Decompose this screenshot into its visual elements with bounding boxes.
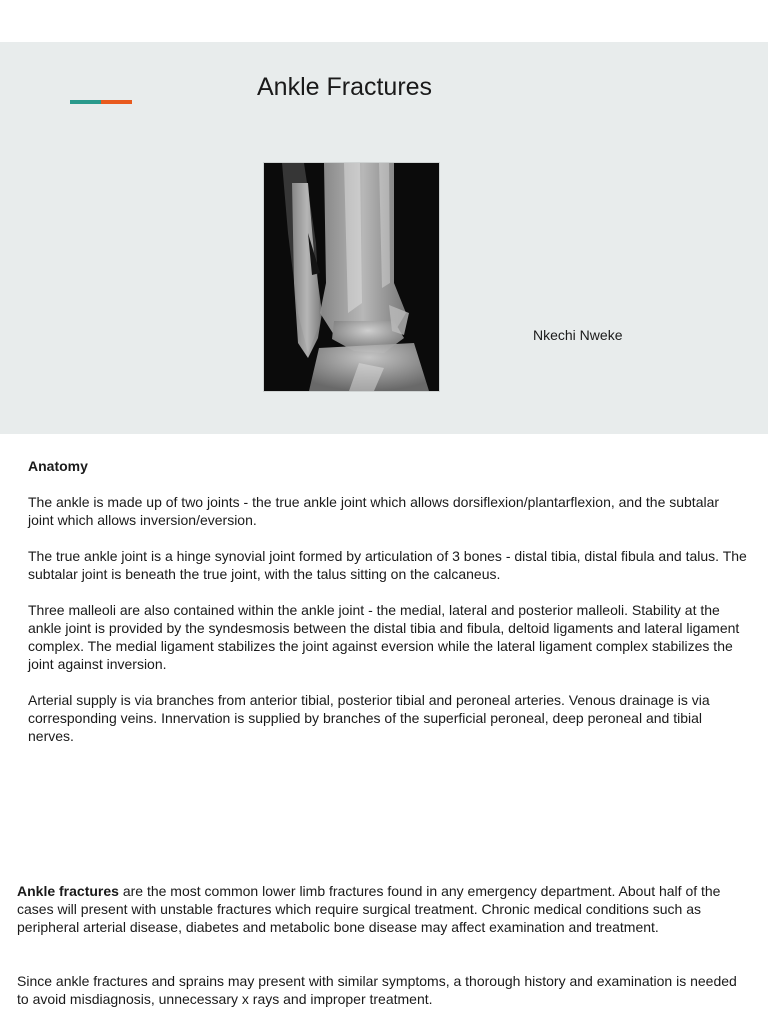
accent-bar-orange: [101, 100, 132, 104]
fractures-lead-text: are the most common lower limb fractures found in any emergency department. About half of the cases will present with unstable fractures which require surgical treatment. Chronic medical conditions such as peripheral arterial disease, diabetes and metabolic bone disease may affect examination and treatment.: [17, 883, 721, 935]
author-name: Nkechi Nweke: [533, 327, 623, 343]
fractures-paragraph-2: Since ankle fractures and sprains may present with similar symptoms, a thorough history and examination is needed to avoid misdiagnosis, unnecessary x rays and improper treatment.: [17, 973, 737, 1007]
anatomy-heading: Anatomy: [28, 458, 88, 474]
anatomy-paragraph-1: The ankle is made up of two joints - the true ankle joint which allows dorsiflexion/plantarflexion, and the subtalar joint which allows inversion/eversion.: [28, 494, 720, 528]
fractures-lead-bold: Ankle fractures: [17, 883, 119, 899]
page-title: Ankle Fractures: [257, 73, 433, 101]
anatomy-paragraph-4: Arterial supply is via branches from anterior tibial, posterior tibial and peroneal arteries. Venous drainage is via corresponding veins. Innervation is supplied by branches of the superficial peroneal, deep peroneal and tibial nerves.: [28, 692, 710, 744]
anatomy-paragraph-3: Three malleoli are also contained within the ankle joint - the medial, lateral and posterior malleoli. Stability at the ankle joint is provided by the syndesmosis between the distal tibia and fibula, deltoid ligaments and lateral ligament complex. The medial ligament stabilizes the joint against eversion while the lateral ligament complex stabilizes the joint against inversion.: [28, 602, 740, 672]
accent-bar-teal: [70, 100, 101, 104]
anatomy-paragraph-2: The true ankle joint is a hinge synovial joint formed by articulation of 3 bones - distal tibia, distal fibula and talus. The subtalar joint is beneath the true joint, with the talus sitting on the calcaneus.: [28, 548, 747, 582]
fractures-paragraph-1: [17, 882, 742, 936]
ankle-xray-image: [263, 162, 440, 392]
